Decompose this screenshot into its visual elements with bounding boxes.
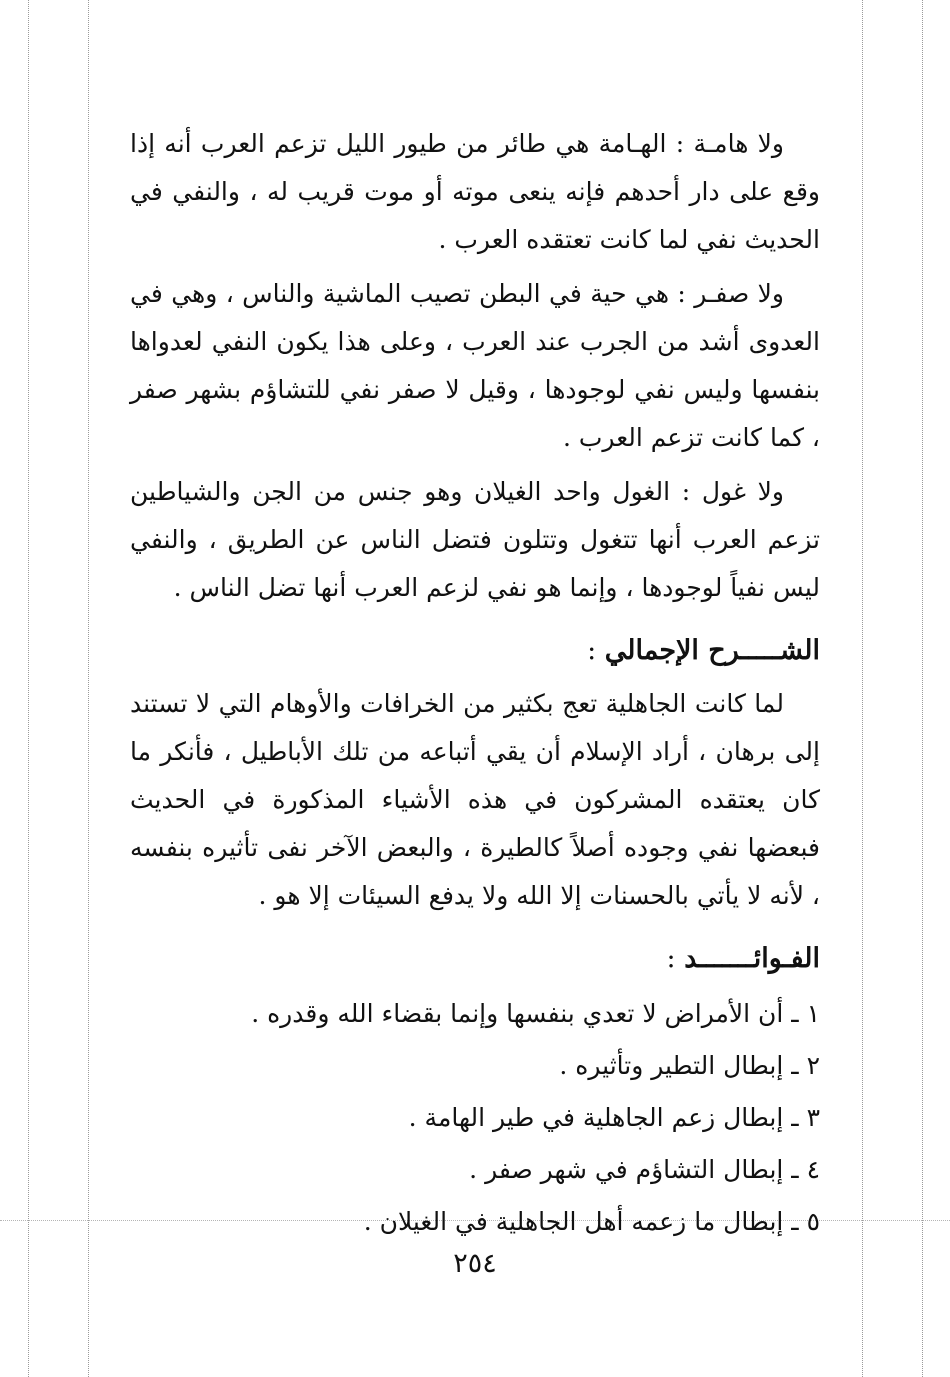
paragraph-safar: ولا صفـر : هي حية في البطن تصيب الماشية والناس ، وهي في العدوى أشد من الجرب عند العرب ، وعلى هذا يكون النفي لعدواها بنفسها وليس نفي لوجودها ، وقيل لا صفر نفي للتشاؤم بشهر صفر ، كما كانت تزعم العرب . <box>130 279 820 452</box>
benefit-item: ٣ ـ إبطال زعم الجاهلية في طير الهامة . <box>408 1103 820 1132</box>
scan-guide-line <box>88 0 89 1377</box>
benefits-heading-text: الفـوائـــــــد <box>684 943 820 974</box>
benefit-item: ٢ ـ إبطال التطير وتأثيره . <box>559 1051 820 1080</box>
summary-heading-colon: : <box>587 635 605 666</box>
page-number: ٢٥٤ <box>453 1248 497 1279</box>
paragraph-hama: ولا هامـة : الهـامة هي طائر من طيور الليل تزعم العرب أنه إذا وقع على دار أحدهم فإنه ينعى موته أو موت قريب له ، والنفي في الحديث نفي لما كانت تعتقده العرب . <box>130 129 820 254</box>
benefits-list <box>130 988 820 1248</box>
summary-heading-text: الشـــــرح الإجمالي <box>604 635 820 666</box>
summary-heading <box>130 626 820 676</box>
scan-guide-line <box>28 0 29 1377</box>
page-body <box>130 120 820 1248</box>
summary-paragraph: لما كانت الجاهلية تعج بكثير من الخرافات والأوهام التي لا تستند إلى برهان ، أراد الإسلام أن يقي أتباعه من تلك الأباطيل ، فأنكر ما كان يعتقده المشركون في هذه الأشياء المذكورة في الحديث فبعضها نفي وجوده أصلاً كالطيرة ، والبعض الآخر نفى تأثيره بنفسه ، لأنه لا يأتي بالحسنات إلا الله ولا يدفع السيئات إلا هو . <box>130 689 820 910</box>
benefit-item: ٥ ـ إبطال ما زعمه أهل الجاهلية في الغيلان . <box>363 1207 820 1236</box>
benefit-item: ١ ـ أن الأمراض لا تعدي بنفسها وإنما بقضاء الله وقدره . <box>251 999 820 1028</box>
paragraph-ghoul: ولا غول : الغول واحد الغيلان وهو جنس من الجن والشياطين تزعم العرب أنها تتغول وتتلون فتضل الناس عن الطريق ، والنفي ليس نفياً لوجودها ، وإنما هو نفي لزعم العرب أنها تضل الناس . <box>130 477 820 602</box>
benefits-heading-colon: : <box>666 943 685 974</box>
benefits-heading <box>130 934 820 984</box>
scan-guide-line <box>922 0 923 1377</box>
scan-guide-line <box>862 0 863 1377</box>
benefit-item: ٤ ـ إبطال التشاؤم في شهر صفر . <box>469 1155 820 1184</box>
